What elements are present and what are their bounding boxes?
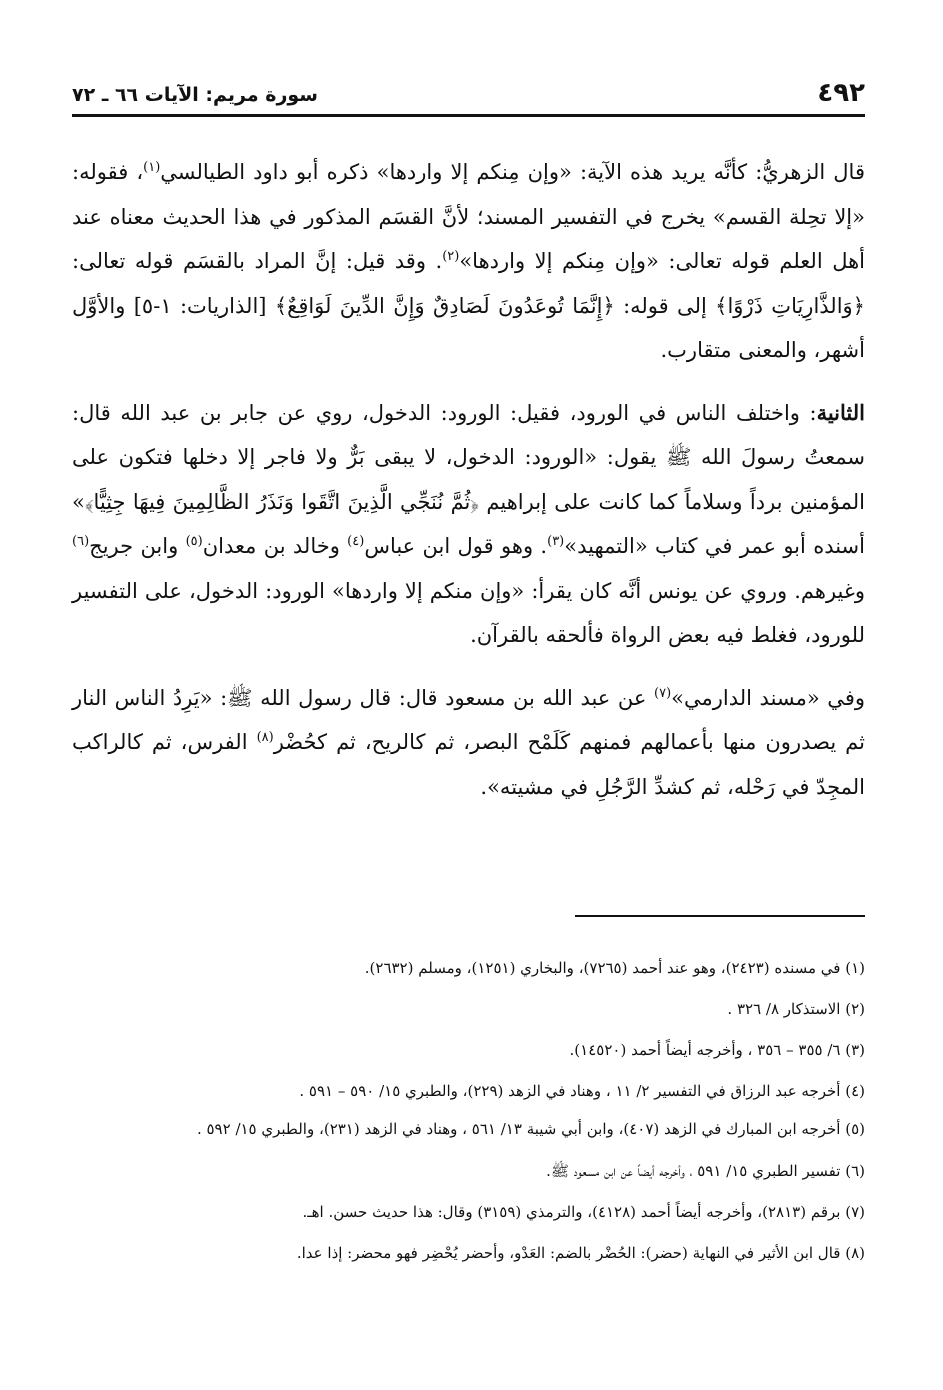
paragraph-text: وابن جريج <box>89 534 186 558</box>
footnote-marker: (٧) <box>654 685 672 701</box>
running-title: سورة مريم: الآيات ٦٦ ـ ٧٢ <box>72 84 318 106</box>
paragraph-text: . وهو قول ابن عباس <box>364 534 548 558</box>
footnote-5: (٥) أخرجه ابن المبارك في الزهد (٤٠٧)، وابن أبي شيبة ١٣/ ٥٦١ ، وهناد في الزهد (٢٣١)، والطبري ١٥/ ٥٩٢ . <box>196 1120 865 1138</box>
footnote-marker: (٨) <box>256 730 274 745</box>
footnote-3: (٣) ٦/ ٣٥٥ – ٣٥٦ ، وأخرجه أيضاً أحمد (١٤٥٢٠). <box>569 1041 865 1059</box>
footnote-7: (٧) برقم (٢٨١٣)، وأخرجه أيضاً أحمد (٤١٢٨)، والترمذي (٣١٥٩) وقال: هذا حديث حسن. اهـ. <box>302 1203 865 1221</box>
paragraph-text: وغيرهم. وروي عن يونس أنَّه كان يقرأ: «وإن منكم إلا واردها» الورود: الدخول، على التفسير للورود، فغلط فيه بعض الرواة فألحقه بالقرآن. <box>72 578 865 647</box>
footnote-marker: (١) <box>143 160 161 175</box>
footnote-marker: (٥) <box>185 534 203 549</box>
paragraph-text: عن عبد الله بن مسعود قال: قال رسول الله ﷺ: «يَرِدُ الناس النار ثم يصدرون منها بأعمالهم فمنهم كَلَمْح البصر، ثم كالريح، ثم كحُضْر <box>72 685 865 754</box>
footnote-separator <box>575 915 865 917</box>
page-header <box>72 68 865 117</box>
paragraph-text: . وقد قيل: إنَّ المراد بالقسَم قوله تعالى: ﴿وَالذَّارِيَاتِ ذَرْوًا﴾ إلى قوله: ﴿إِنَّمَا تُوعَدُونَ لَصَادِقٌ وَإِنَّ الدِّينَ لَوَاقِعٌ﴾ [الذاريات: ١-٥] والأوَّل أشهر، والمعنى متقارب. <box>72 249 865 362</box>
paragraph-3 <box>72 676 865 810</box>
paragraph-text: وخالد بن معدان <box>202 534 348 558</box>
paragraph-2 <box>72 391 865 658</box>
main-text <box>72 150 865 827</box>
footnote-2: (٢) الاستذكار ٨/ ٣٢٦ . <box>727 1000 865 1018</box>
footnote-marker: (٦) <box>72 534 90 549</box>
footnote-4: (٤) أخرجه عبد الرزاق في التفسير ٢/ ١١ ، وهناد في الزهد (٢٢٩)، والطبري ١٥/ ٥٩٠ – ٥٩١ . <box>299 1082 865 1100</box>
footnote-marker: (٤) <box>347 534 365 549</box>
footnote-marker: (٣) <box>547 534 565 549</box>
footnote-marker: (٢) <box>442 249 460 264</box>
paragraph-text: الفرس، ثم كالراكب المجِدّ في رَحْله، ثم كشدِّ الرَّجُلِ في مشيته». <box>72 730 865 799</box>
footnotes <box>72 948 865 1274</box>
footnote-8: (٨) قال ابن الأثير في النهاية (حضر): الحُضْر بالضم: العَدْو، وأحضر يُحْضِر فهو محضر: إذا عدا. <box>296 1244 865 1262</box>
paragraph-lead: الثانية <box>816 399 865 425</box>
paragraph-text: وفي «مسند الدارمي» <box>671 685 865 710</box>
footnote-1: (١) في مسنده (٢٤٢٣)، وهو عند أحمد (٧٢٦٥)، والبخاري (١٢٥١)، ومسلم (٢٦٣٢). <box>364 959 865 977</box>
paragraph-1 <box>72 150 865 373</box>
paragraph-text: قال الزهريُّ: كأنَّه يريد هذه الآية: «وإن مِنكم إلا واردها» ذكره أبو داود الطيالسي <box>160 160 865 184</box>
footnote-6: (٦) تفسير الطبري ١٥/ ٥٩١ ، وأخرجه أيضاً عن ابن مسعود ﷺ. <box>546 1162 865 1180</box>
paragraph-text: ، فقوله: «إلا تحِلة القسم» يخرج في التفسير المسند؛ لأنَّ القسَم المذكور في هذا الحديث معناه عند أهل العلم قوله تعالى: «وإن مِنكم إلا واردها» <box>72 160 866 273</box>
page-number: ٤٩٢ <box>817 78 865 108</box>
paragraph-text: : واختلف الناس في الورود، فقيل: الورود: الدخول، روي عن جابر بن عبد الله قال: سمعتُ رسولَ الله ﷺ يقول: «الورود: الدخول، لا يبقى بَرٌّ ولا فاجر إلا دخلها فتكون على المؤمنين برداً وسلاماً كما كانت على إبراهيم ﴿ثُمَّ نُنَجِّي الَّذِينَ اتَّقَوا وَنَذَرُ الظَّالِمِينَ فِيهَا جِثِيًّا﴾» أسنده أبو عمر في كتاب «التمهيد» <box>72 400 865 558</box>
